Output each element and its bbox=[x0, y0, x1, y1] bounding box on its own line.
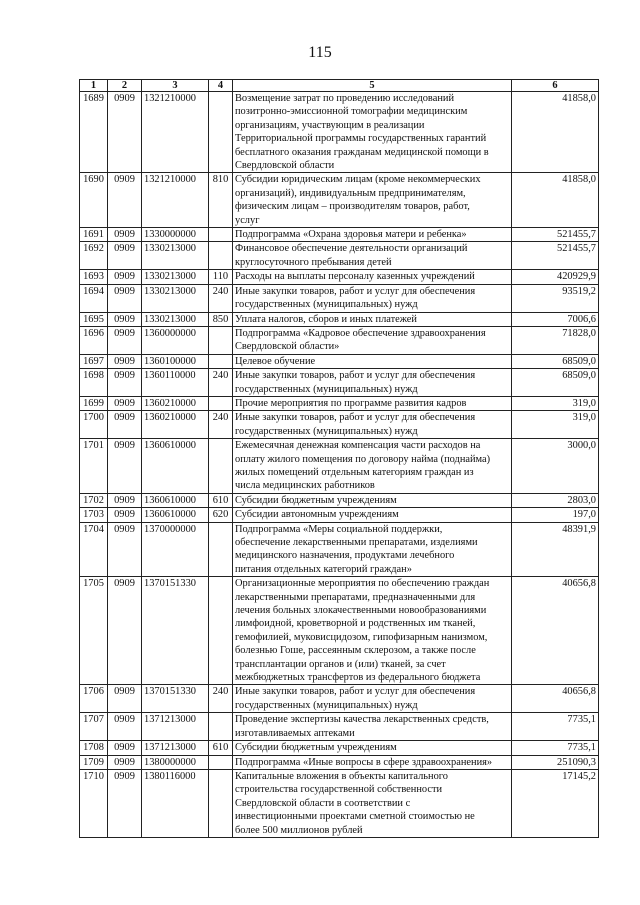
table-row bbox=[80, 439, 599, 494]
table-row bbox=[80, 242, 599, 270]
section-code-cell: 0909 bbox=[108, 369, 142, 397]
section-code-cell: 0909 bbox=[108, 522, 142, 577]
target-article-cell: 1330213000 bbox=[142, 312, 209, 326]
row-number-cell: 1690 bbox=[80, 173, 108, 228]
description-line: Свердловской области в соответствии с bbox=[235, 797, 411, 809]
description-line: организаций), индивидуальным предпринимателям, bbox=[235, 187, 466, 199]
description-cell bbox=[233, 312, 512, 326]
amount-cell: 521455,7 bbox=[512, 228, 599, 242]
description-line: питания отдельных категорий граждан» bbox=[235, 563, 412, 575]
section-code-cell: 0909 bbox=[108, 439, 142, 494]
description-line: Подпрограмма «Охрана здоровья матери и ребенка» bbox=[235, 229, 467, 241]
amount-cell: 3000,0 bbox=[512, 439, 599, 494]
table-row bbox=[80, 396, 599, 410]
expense-type-cell: 610 bbox=[209, 741, 233, 755]
section-code-cell: 0909 bbox=[108, 713, 142, 741]
target-article-cell: 1360210000 bbox=[142, 411, 209, 439]
description-line: Ежемесячная денежная компенсация части расходов на bbox=[235, 440, 481, 452]
amount-cell: 319,0 bbox=[512, 411, 599, 439]
page-number: 115 bbox=[308, 44, 332, 61]
description-cell bbox=[233, 270, 512, 284]
table-row bbox=[80, 713, 599, 741]
amount-cell: 521455,7 bbox=[512, 242, 599, 270]
section-code-cell: 0909 bbox=[108, 326, 142, 354]
row-number-cell: 1691 bbox=[80, 228, 108, 242]
target-article-cell: 1380000000 bbox=[142, 755, 209, 769]
table-row bbox=[80, 284, 599, 312]
description-line: Иные закупки товаров, работ и услуг для обеспечения bbox=[235, 686, 476, 698]
section-code-cell: 0909 bbox=[108, 411, 142, 439]
expense-type-cell bbox=[209, 92, 233, 173]
description-line: лекарственными препаратами, предназначенными для bbox=[235, 591, 476, 603]
expense-type-cell: 240 bbox=[209, 685, 233, 713]
target-article-cell: 1360100000 bbox=[142, 354, 209, 368]
section-code-cell: 0909 bbox=[108, 354, 142, 368]
table-row bbox=[80, 369, 599, 397]
row-number-cell: 1700 bbox=[80, 411, 108, 439]
description-line: Финансовое обеспечение деятельности организаций bbox=[235, 243, 468, 255]
description-line: Уплата налогов, сборов и иных платежей bbox=[235, 313, 417, 325]
row-number-cell: 1708 bbox=[80, 741, 108, 755]
header-cell-6: 6 bbox=[512, 80, 599, 92]
target-article-cell: 1380116000 bbox=[142, 769, 209, 837]
amount-cell: 7735,1 bbox=[512, 713, 599, 741]
section-code-cell: 0909 bbox=[108, 685, 142, 713]
target-article-cell: 1330213000 bbox=[142, 242, 209, 270]
expense-type-cell bbox=[209, 228, 233, 242]
description-cell bbox=[233, 242, 512, 270]
table-row bbox=[80, 685, 599, 713]
amount-cell: 197,0 bbox=[512, 508, 599, 522]
description-line: Целевое обучение bbox=[235, 355, 316, 367]
row-number-cell: 1689 bbox=[80, 92, 108, 173]
description-cell bbox=[233, 713, 512, 741]
amount-cell: 68509,0 bbox=[512, 369, 599, 397]
section-code-cell: 0909 bbox=[108, 396, 142, 410]
expense-type-cell bbox=[209, 396, 233, 410]
description-line: физическим лицам – производителям товаров, работ, bbox=[235, 201, 470, 213]
description-cell bbox=[233, 741, 512, 755]
table-row bbox=[80, 354, 599, 368]
header-cell-2: 2 bbox=[108, 80, 142, 92]
description-line: государственных (муниципальных) нужд bbox=[235, 383, 418, 395]
target-article-cell: 1321210000 bbox=[142, 173, 209, 228]
description-line: услуг bbox=[235, 214, 260, 226]
description-line: Подпрограмма «Меры социальной поддержки, bbox=[235, 523, 443, 535]
table-row bbox=[80, 577, 599, 685]
table-row bbox=[80, 508, 599, 522]
target-article-cell: 1360000000 bbox=[142, 326, 209, 354]
section-code-cell: 0909 bbox=[108, 312, 142, 326]
expense-type-cell: 240 bbox=[209, 369, 233, 397]
description-line: Иные закупки товаров, работ и услуг для обеспечения bbox=[235, 412, 476, 424]
section-code-cell: 0909 bbox=[108, 284, 142, 312]
description-cell bbox=[233, 369, 512, 397]
description-cell bbox=[233, 354, 512, 368]
target-article-cell: 1360110000 bbox=[142, 369, 209, 397]
section-code-cell: 0909 bbox=[108, 493, 142, 507]
row-number-cell: 1692 bbox=[80, 242, 108, 270]
target-article-cell: 1360610000 bbox=[142, 439, 209, 494]
section-code-cell: 0909 bbox=[108, 508, 142, 522]
row-number-cell: 1709 bbox=[80, 755, 108, 769]
table-row bbox=[80, 270, 599, 284]
description-line: гемофилией, муковисцидозом, гипофизарным нанизмом, bbox=[235, 631, 488, 643]
row-number-cell: 1706 bbox=[80, 685, 108, 713]
row-number-cell: 1698 bbox=[80, 369, 108, 397]
section-code-cell: 0909 bbox=[108, 577, 142, 685]
description-line: Свердловской области bbox=[235, 160, 335, 172]
table-row bbox=[80, 755, 599, 769]
amount-cell: 17145,2 bbox=[512, 769, 599, 837]
description-cell bbox=[233, 396, 512, 410]
amount-cell: 41858,0 bbox=[512, 173, 599, 228]
description-line: Подпрограмма «Кадровое обеспечение здравоохранения bbox=[235, 327, 486, 339]
header-cell-1: 1 bbox=[80, 80, 108, 92]
header-cell-4: 4 bbox=[209, 80, 233, 92]
row-number-cell: 1703 bbox=[80, 508, 108, 522]
section-code-cell: 0909 bbox=[108, 755, 142, 769]
description-cell bbox=[233, 577, 512, 685]
description-line: Иные закупки товаров, работ и услуг для обеспечения bbox=[235, 285, 476, 297]
amount-cell: 93519,2 bbox=[512, 284, 599, 312]
description-cell bbox=[233, 522, 512, 577]
section-code-cell: 0909 bbox=[108, 228, 142, 242]
row-number-cell: 1710 bbox=[80, 769, 108, 837]
expense-type-cell: 620 bbox=[209, 508, 233, 522]
description-cell bbox=[233, 92, 512, 173]
amount-cell: 68509,0 bbox=[512, 354, 599, 368]
target-article-cell: 1330213000 bbox=[142, 284, 209, 312]
description-cell bbox=[233, 508, 512, 522]
description-line: жилых помещений отдельным категориям граждан из bbox=[235, 466, 474, 478]
description-line: Свердловской области» bbox=[235, 341, 340, 353]
amount-cell: 251090,3 bbox=[512, 755, 599, 769]
description-line: лечения больных злокачественными новообразованиями bbox=[235, 605, 487, 617]
target-article-cell: 1360610000 bbox=[142, 508, 209, 522]
section-code-cell: 0909 bbox=[108, 769, 142, 837]
amount-cell: 319,0 bbox=[512, 396, 599, 410]
description-line: круглосуточного пребывания детей bbox=[235, 256, 392, 268]
row-number-cell: 1697 bbox=[80, 354, 108, 368]
description-line: инвестиционными проектами сметной стоимостью не bbox=[235, 811, 475, 823]
description-line: Территориальной программы государственных гарантий bbox=[235, 133, 487, 145]
table-row bbox=[80, 312, 599, 326]
expense-type-cell: 610 bbox=[209, 493, 233, 507]
table-row bbox=[80, 522, 599, 577]
description-cell bbox=[233, 493, 512, 507]
description-line: Прочие мероприятия по программе развития кадров bbox=[235, 397, 467, 409]
row-number-cell: 1705 bbox=[80, 577, 108, 685]
section-code-cell: 0909 bbox=[108, 741, 142, 755]
description-line: изготавливаемых аптеками bbox=[235, 727, 355, 739]
description-line: бесплатного оказания гражданам медицинской помощи в bbox=[235, 146, 489, 158]
target-article-cell: 1370151330 bbox=[142, 577, 209, 685]
target-article-cell: 1330000000 bbox=[142, 228, 209, 242]
row-number-cell: 1701 bbox=[80, 439, 108, 494]
description-line: трансплантации органов и (или) тканей, за счет bbox=[235, 658, 446, 670]
description-line: обеспечение лекарственными препаратами, изделиями bbox=[235, 537, 478, 548]
table-row bbox=[80, 769, 599, 837]
table-row bbox=[80, 173, 599, 228]
expense-type-cell bbox=[209, 242, 233, 270]
amount-cell: 41858,0 bbox=[512, 92, 599, 173]
section-code-cell: 0909 bbox=[108, 92, 142, 173]
amount-cell: 71828,0 bbox=[512, 326, 599, 354]
description-cell bbox=[233, 284, 512, 312]
description-line: Возмещение затрат по проведению исследований bbox=[235, 93, 454, 104]
description-line: более 500 миллионов рублей bbox=[235, 824, 363, 836]
description-line: межбюджетных трансфертов из федерального бюджета bbox=[235, 672, 481, 684]
table-row bbox=[80, 493, 599, 507]
description-line: медицинского назначения, продуктами лечебного bbox=[235, 550, 455, 562]
table-row bbox=[80, 326, 599, 354]
description-cell bbox=[233, 228, 512, 242]
row-number-cell: 1695 bbox=[80, 312, 108, 326]
amount-cell: 48391,9 bbox=[512, 522, 599, 577]
description-line: государственных (муниципальных) нужд bbox=[235, 425, 418, 437]
description-line: Субсидии бюджетным учреждениям bbox=[235, 742, 397, 754]
header-cell-5: 5 bbox=[233, 80, 512, 92]
description-line: государственных (муниципальных) нужд bbox=[235, 699, 418, 711]
section-code-cell: 0909 bbox=[108, 242, 142, 270]
description-cell bbox=[233, 173, 512, 228]
header-cell-3: 3 bbox=[142, 80, 209, 92]
description-line: болезнью Гоше, рассеянным склерозом, а также после bbox=[235, 645, 476, 657]
table-row bbox=[80, 92, 599, 173]
description-line: Организационные мероприятия по обеспечению граждан bbox=[235, 578, 490, 590]
table-row bbox=[80, 228, 599, 242]
section-code-cell: 0909 bbox=[108, 270, 142, 284]
description-line: Субсидии бюджетным учреждениям bbox=[235, 494, 397, 506]
target-article-cell: 1371213000 bbox=[142, 713, 209, 741]
target-article-cell: 1370151330 bbox=[142, 685, 209, 713]
description-cell bbox=[233, 411, 512, 439]
row-number-cell: 1693 bbox=[80, 270, 108, 284]
amount-cell: 7006,6 bbox=[512, 312, 599, 326]
row-number-cell: 1702 bbox=[80, 493, 108, 507]
description-line: Подпрограмма «Иные вопросы в сфере здравоохранения» bbox=[235, 756, 493, 768]
amount-cell: 40656,8 bbox=[512, 577, 599, 685]
description-line: числа медицинских работников bbox=[235, 480, 375, 492]
expense-type-cell bbox=[209, 522, 233, 577]
description-line: государственных (муниципальных) нужд bbox=[235, 299, 418, 311]
target-article-cell: 1360210000 bbox=[142, 396, 209, 410]
expense-type-cell bbox=[209, 354, 233, 368]
header-row bbox=[80, 80, 599, 92]
expense-type-cell: 110 bbox=[209, 270, 233, 284]
description-line: позитронно-эмиссионной томографии медицинским bbox=[235, 106, 468, 118]
target-article-cell: 1371213000 bbox=[142, 741, 209, 755]
expense-type-cell: 240 bbox=[209, 284, 233, 312]
description-cell bbox=[233, 439, 512, 494]
expense-type-cell bbox=[209, 713, 233, 741]
expense-type-cell: 810 bbox=[209, 173, 233, 228]
table-row bbox=[80, 411, 599, 439]
expense-type-cell bbox=[209, 755, 233, 769]
description-line: оплату жилого помещения по договору найма (поднайма) bbox=[235, 453, 491, 465]
description-line: Расходы на выплаты персоналу казенных учреждений bbox=[235, 271, 475, 283]
description-line: Проведение экспертизы качества лекарственных средств, bbox=[235, 714, 489, 726]
row-number-cell: 1704 bbox=[80, 522, 108, 577]
description-line: лимфоидной, кроветворной и родственных им тканей, bbox=[235, 618, 476, 630]
description-line: Иные закупки товаров, работ и услуг для обеспечения bbox=[235, 370, 476, 382]
expense-type-cell bbox=[209, 439, 233, 494]
row-number-cell: 1694 bbox=[80, 284, 108, 312]
target-article-cell: 1370000000 bbox=[142, 522, 209, 577]
section-code-cell: 0909 bbox=[108, 173, 142, 228]
description-cell bbox=[233, 685, 512, 713]
row-number-cell: 1699 bbox=[80, 396, 108, 410]
description-line: Субсидии автономным учреждениям bbox=[235, 509, 399, 521]
amount-cell: 420929,9 bbox=[512, 270, 599, 284]
row-number-cell: 1696 bbox=[80, 326, 108, 354]
target-article-cell: 1321210000 bbox=[142, 92, 209, 173]
expense-type-cell bbox=[209, 326, 233, 354]
expense-type-cell: 240 bbox=[209, 411, 233, 439]
description-cell bbox=[233, 755, 512, 769]
expense-type-cell bbox=[209, 769, 233, 837]
target-article-cell: 1360610000 bbox=[142, 493, 209, 507]
row-number-cell: 1707 bbox=[80, 713, 108, 741]
amount-cell: 2803,0 bbox=[512, 493, 599, 507]
expense-type-cell bbox=[209, 577, 233, 685]
description-line: организациям, участвующим в реализации bbox=[235, 119, 425, 131]
amount-cell: 40656,8 bbox=[512, 685, 599, 713]
description-cell bbox=[233, 769, 512, 837]
amount-cell: 7735,1 bbox=[512, 741, 599, 755]
description-line: строительства государственной собственности bbox=[235, 784, 443, 796]
description-cell bbox=[233, 326, 512, 354]
target-article-cell: 1330213000 bbox=[142, 270, 209, 284]
description-line: Капитальные вложения в объекты капитального bbox=[235, 770, 448, 782]
budget-table bbox=[79, 79, 599, 838]
table-row bbox=[80, 741, 599, 755]
description-line: Субсидии юридическим лицам (кроме некоммерческих bbox=[235, 174, 481, 186]
expense-type-cell: 850 bbox=[209, 312, 233, 326]
